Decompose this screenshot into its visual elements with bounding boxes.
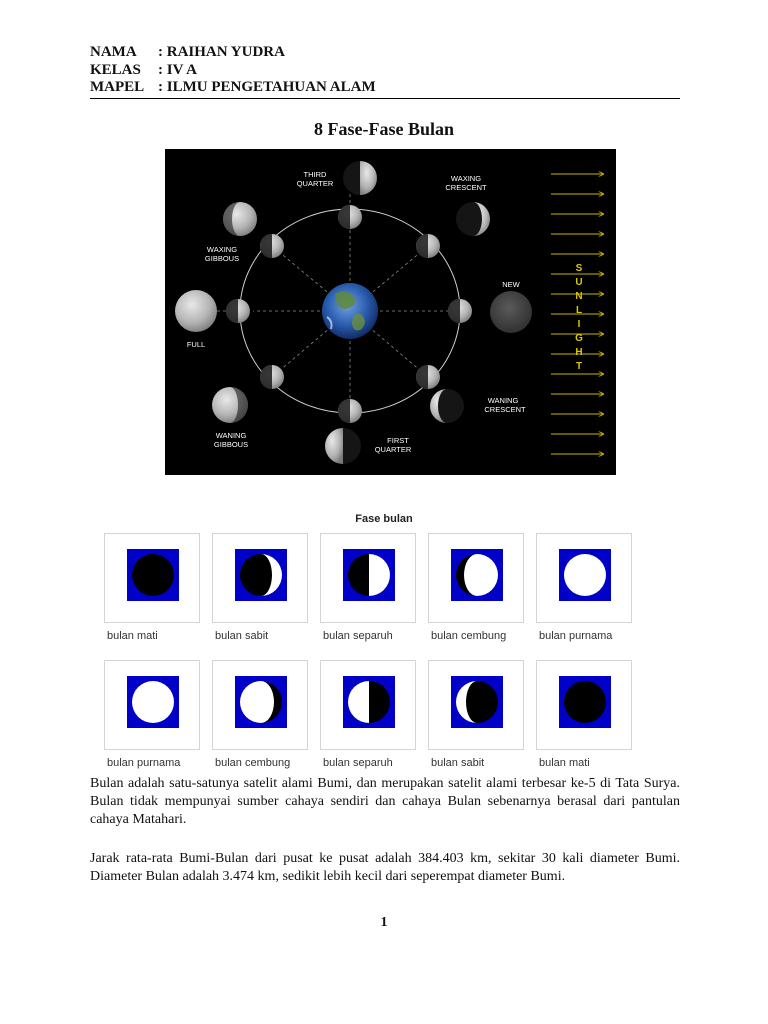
label-waxing-gibbous-1: WAXING (206, 245, 238, 254)
phase-label: bulan cembung (215, 757, 291, 769)
student-header (90, 44, 680, 97)
phase-cell (104, 660, 200, 778)
label-first-quarter-2: QUARTER (374, 445, 412, 454)
bulan-mati-icon (559, 676, 611, 728)
earth-icon (322, 283, 378, 339)
phase-label: bulan sabit (215, 630, 269, 642)
label-waning-crescent-2: CRESCENT (484, 405, 526, 414)
phase-label: bulan mati (107, 630, 158, 642)
label-waning-crescent-1: WANING (487, 396, 519, 405)
label-waxing-gibbous-2: GIBBOUS (204, 254, 240, 263)
sunlight-letter: L (575, 305, 583, 316)
waning-crescent-moon-icon (430, 389, 464, 423)
phase-label: bulan mati (539, 757, 590, 769)
label-first-quarter-1: FIRST (387, 436, 409, 445)
phase-cell (536, 533, 632, 651)
phase-panel (536, 660, 632, 750)
header-value: : IV A (158, 61, 197, 78)
header-label: MAPEL (90, 79, 145, 95)
bulan-separuh-icon (343, 676, 395, 728)
phase-panel (212, 660, 308, 750)
phase-panel (104, 660, 200, 750)
phase-label: bulan separuh (323, 757, 393, 769)
phase-label: bulan purnama (107, 757, 181, 769)
header-value: : RAIHAN YUDRA (158, 44, 285, 60)
label-waxing-crescent-2: CRESCENT (445, 183, 487, 192)
header-row-nama (90, 44, 680, 62)
sunlight-letter: H (575, 347, 583, 358)
paragraph-jarak-diameter: Jarak rata-rata Bumi-Bulan dari pusat ke pusat adalah 384.403 km, sekitar 30 kali diameter Bumi. Diameter Bulan adalah 3.474 km, sedikit lebih kecil dari seperempat diameter Bumi. (90, 851, 680, 884)
header-divider (90, 98, 680, 99)
label-full: FULL (186, 340, 206, 349)
phase-label: bulan separuh (323, 630, 393, 642)
phase-panel (104, 533, 200, 623)
phase-cell (428, 533, 524, 651)
sunlight-letter: I (577, 319, 581, 330)
phase-cell (320, 533, 416, 651)
sunlight-letter: S (575, 263, 583, 274)
phase-cell (104, 533, 200, 651)
header-label: KELAS (90, 61, 141, 78)
header-row-mapel (90, 79, 680, 97)
phase-row-1 (104, 533, 644, 651)
phase-cell (320, 660, 416, 778)
header-label: NAMA (90, 44, 137, 60)
page-title: 8 Fase-Fase Bulan (313, 119, 454, 139)
page-number: 1 (380, 915, 388, 930)
bulan-cembung-icon (235, 676, 287, 728)
sunlight-letter: T (575, 361, 583, 372)
label-waxing-crescent-1: WAXING (450, 174, 482, 183)
bulan-sabit-icon (235, 549, 287, 601)
header-value: : ILMU PENGETAHUAN ALAM (158, 79, 376, 95)
phase-cell (212, 660, 308, 778)
phase-panel (212, 533, 308, 623)
bulan-mati-icon (127, 549, 179, 601)
header-row-kelas (90, 62, 680, 80)
bulan-separuh-icon (343, 549, 395, 601)
label-third-quarter-1: THIRD (303, 170, 327, 179)
bulan-purnama-icon (559, 549, 611, 601)
first-quarter-moon-icon (325, 428, 361, 464)
sunlight-letter: G (575, 333, 583, 344)
waning-gibbous-moon-icon (212, 387, 248, 423)
phase-row-2 (104, 660, 644, 778)
phase-label: bulan sabit (431, 757, 485, 769)
label-waning-gibbous-1: WANING (215, 431, 247, 440)
phase-panel (320, 660, 416, 750)
paragraph-bulan-satelit: Bulan adalah satu-satunya satelit alami Bumi, dan merupakan satelit alami terbesar ke-5 di Tata Surya. Bulan tidak mempunyai sumber cahaya sendiri dan cahaya Bulan sebenarnya berasal dari pantulan cahaya Matahari. (90, 776, 680, 827)
phase-panel (320, 533, 416, 623)
sunlight-letter: N (575, 291, 583, 302)
waxing-gibbous-moon-icon (223, 202, 257, 236)
phase-label: bulan cembung (431, 630, 507, 642)
bulan-sabit-icon (451, 676, 503, 728)
sunlight-letter: U (575, 277, 583, 288)
bulan-purnama-icon (127, 676, 179, 728)
full-moon-icon (175, 290, 217, 332)
new-moon-icon (490, 291, 532, 333)
waxing-crescent-moon-icon (456, 202, 490, 236)
label-waning-gibbous-2: GIBBOUS (213, 440, 249, 449)
phase-panel (428, 533, 524, 623)
phase-panel (428, 660, 524, 750)
label-new: NEW (502, 280, 520, 289)
fase-bulan-caption: Fase bulan (355, 513, 413, 525)
phase-cell (536, 660, 632, 778)
third-quarter-moon-icon (343, 161, 377, 195)
phase-panel (536, 533, 632, 623)
bulan-cembung-icon (451, 549, 503, 601)
phase-cell (428, 660, 524, 778)
phase-cell (212, 533, 308, 651)
phase-label: bulan purnama (539, 630, 613, 642)
label-third-quarter-2: QUARTER (296, 179, 334, 188)
moon-phase-diagram (165, 149, 616, 475)
